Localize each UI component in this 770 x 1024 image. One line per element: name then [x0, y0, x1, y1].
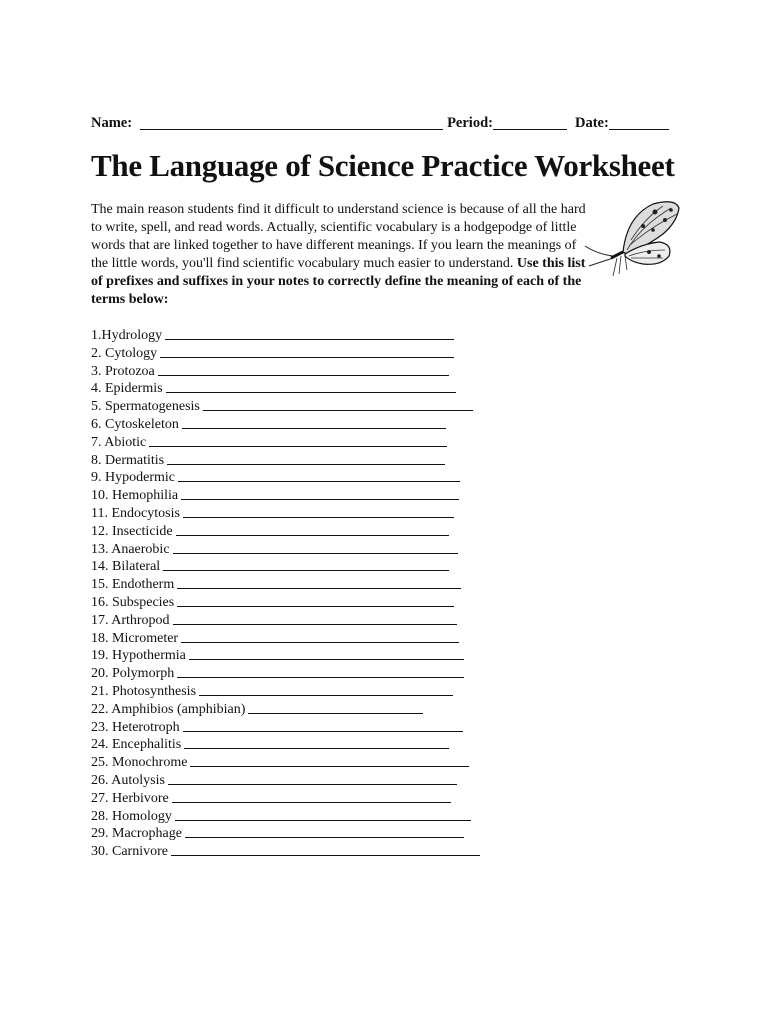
- term-word: Cytoskeleton: [105, 416, 179, 432]
- term-word: Hemophilia: [112, 488, 179, 504]
- answer-blank[interactable]: [183, 516, 454, 518]
- term-number: 5.: [91, 399, 102, 415]
- term-item: [91, 576, 631, 594]
- term-word: Herbivore: [112, 790, 169, 806]
- term-number: 30.: [91, 844, 109, 860]
- answer-blank[interactable]: [181, 498, 459, 500]
- term-number: 19.: [91, 648, 109, 664]
- terms-list: [91, 327, 631, 861]
- page-title: The Language of Science Practice Worksheet: [91, 148, 675, 183]
- answer-blank[interactable]: [177, 676, 464, 678]
- term-item: [91, 398, 631, 416]
- term-word: Hydrology: [101, 328, 163, 343]
- term-number: 21.: [91, 683, 109, 699]
- term-item: [91, 754, 631, 772]
- intro-instructions: Use this list of prefixes and suffixes in your notes to correctly define the meaning of each of the terms below:: [91, 256, 586, 307]
- answer-blank[interactable]: [168, 783, 457, 785]
- term-number: 15.: [91, 577, 109, 593]
- term-word: Endotherm: [112, 577, 175, 593]
- term-item: [91, 790, 631, 808]
- term-word: Arthropod: [111, 612, 170, 628]
- answer-blank[interactable]: [177, 587, 461, 589]
- answer-blank[interactable]: [175, 819, 471, 821]
- term-number: 22.: [91, 701, 109, 717]
- term-word: Hypothermia: [112, 648, 186, 664]
- term-item: [91, 683, 631, 701]
- term-item: [91, 363, 631, 381]
- term-number: 9.: [91, 470, 102, 486]
- term-number: 16.: [91, 594, 109, 610]
- term-item: [91, 612, 631, 630]
- term-item: [91, 523, 631, 541]
- intro-text: The main reason students find it difficult to understand science is because of all the hard to write, spell, and read words. Actually, scientific vocabulary is a hodgepodge of little words that are linked together to have different meanings. If you learn the meanings of the little words, you'll find scientific vocabulary much easier to understand.: [91, 202, 586, 271]
- term-item: [91, 808, 631, 826]
- answer-blank[interactable]: [173, 623, 457, 625]
- term-word: Subspecies: [112, 594, 175, 610]
- term-word: Encephalitis: [112, 737, 182, 753]
- term-item: [91, 701, 631, 719]
- answer-blank[interactable]: [158, 374, 449, 376]
- answer-blank[interactable]: [203, 409, 473, 411]
- term-number: 29.: [91, 826, 109, 842]
- term-word: Insecticide: [112, 523, 173, 539]
- term-item: [91, 452, 631, 470]
- term-word: Dermatitis: [105, 452, 165, 468]
- term-item: [91, 736, 631, 754]
- term-number: 8.: [91, 452, 102, 468]
- term-word: Amphibios (amphibian): [111, 701, 246, 717]
- term-word: Macrophage: [112, 826, 182, 842]
- header-fields: [91, 112, 676, 132]
- term-number: 26.: [91, 772, 109, 788]
- term-number: 23.: [91, 719, 109, 735]
- date-label: Date:: [574, 115, 609, 131]
- name-blank[interactable]: [140, 115, 443, 130]
- term-item: [91, 469, 631, 487]
- term-item: [91, 541, 631, 559]
- term-number: 6.: [91, 416, 102, 432]
- term-number: 2.: [91, 345, 102, 361]
- term-word: Autolysis: [111, 772, 165, 788]
- answer-blank[interactable]: [176, 534, 449, 536]
- term-word: Cytology: [105, 345, 158, 361]
- term-item: [91, 594, 631, 612]
- term-number: 1.: [91, 328, 102, 343]
- term-item: [91, 487, 631, 505]
- term-item: [91, 719, 631, 737]
- answer-blank[interactable]: [190, 765, 469, 767]
- term-word: Abiotic: [104, 434, 147, 450]
- term-word: Micrometer: [112, 630, 179, 646]
- butterfly-icon: [583, 196, 685, 280]
- answer-blank[interactable]: [184, 747, 449, 749]
- term-number: 11.: [91, 505, 108, 521]
- term-word: Protozoa: [105, 363, 155, 379]
- term-word: Endocytosis: [111, 505, 180, 521]
- term-word: Photosynthesis: [112, 683, 197, 699]
- answer-blank[interactable]: [177, 605, 454, 607]
- term-number: 28.: [91, 808, 109, 824]
- intro-paragraph: [91, 201, 591, 309]
- term-item: [91, 380, 631, 398]
- answer-blank[interactable]: [185, 836, 464, 838]
- term-number: 13.: [91, 541, 109, 557]
- term-word: Epidermis: [105, 381, 163, 397]
- term-number: 20.: [91, 666, 109, 682]
- term-word: Spermatogenesis: [105, 399, 200, 415]
- period-blank[interactable]: [493, 115, 567, 130]
- term-item: [91, 843, 631, 861]
- term-item: [91, 505, 631, 523]
- term-number: 4.: [91, 381, 102, 397]
- term-item: [91, 416, 631, 434]
- answer-blank[interactable]: [181, 641, 459, 643]
- date-blank[interactable]: [609, 115, 669, 130]
- term-number: 7.: [91, 434, 102, 450]
- term-item: [91, 327, 631, 345]
- answer-blank[interactable]: [248, 712, 423, 714]
- term-number: 17.: [91, 612, 109, 628]
- answer-blank[interactable]: [199, 694, 453, 696]
- answer-blank[interactable]: [149, 445, 447, 447]
- term-item: [91, 665, 631, 683]
- term-number: 27.: [91, 790, 109, 806]
- answer-blank[interactable]: [189, 658, 464, 660]
- term-word: Hypodermic: [105, 470, 175, 486]
- term-word: Homology: [112, 808, 172, 824]
- term-number: 12.: [91, 523, 109, 539]
- answer-blank[interactable]: [160, 356, 454, 358]
- name-label: Name:: [91, 115, 133, 131]
- term-number: 10.: [91, 488, 109, 504]
- term-item: [91, 345, 631, 363]
- term-number: 18.: [91, 630, 109, 646]
- answer-blank[interactable]: [182, 427, 446, 429]
- term-word: Monochrome: [112, 755, 188, 771]
- term-word: Heterotroph: [112, 719, 180, 735]
- term-number: 3.: [91, 363, 102, 379]
- term-item: [91, 558, 631, 576]
- period-label: Period:: [447, 115, 493, 131]
- answer-blank[interactable]: [171, 854, 480, 856]
- answer-blank[interactable]: [178, 480, 460, 482]
- term-item: [91, 647, 631, 665]
- answer-blank[interactable]: [183, 730, 463, 732]
- term-number: 24.: [91, 737, 109, 753]
- answer-blank[interactable]: [173, 552, 458, 554]
- term-item: [91, 772, 631, 790]
- answer-blank[interactable]: [167, 463, 445, 465]
- term-word: Anaerobic: [111, 541, 170, 557]
- term-word: Bilateral: [112, 559, 161, 575]
- answer-blank[interactable]: [172, 801, 451, 803]
- term-word: Carnivore: [112, 844, 168, 860]
- answer-blank[interactable]: [165, 338, 454, 340]
- term-item: [91, 434, 631, 452]
- term-item: [91, 630, 631, 648]
- term-number: 14.: [91, 559, 109, 575]
- term-number: 25.: [91, 755, 109, 771]
- answer-blank[interactable]: [166, 391, 456, 393]
- term-word: Polymorph: [112, 666, 175, 682]
- term-item: [91, 825, 631, 843]
- answer-blank[interactable]: [163, 569, 449, 571]
